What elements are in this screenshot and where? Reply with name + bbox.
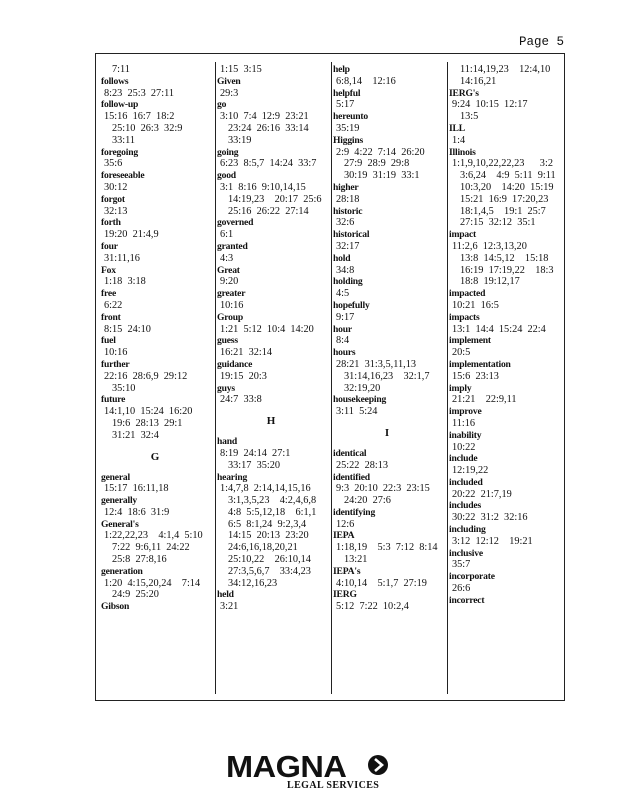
index-term: foregoing (101, 146, 138, 158)
page-line-references: 8:19 24:14 27:1 (220, 447, 291, 459)
page-line-references: 5:12 7:22 10:2,4 (336, 601, 409, 613)
page-line-references: 11:2,6 12:3,13,20 (452, 240, 527, 252)
page-line-references: 30:22 31:2 32:16 (452, 512, 528, 524)
page-line-references: 20:22 21:7,19 (452, 488, 512, 500)
index-term: hour (333, 323, 352, 335)
page-line-references: 16:21 32:14 (220, 347, 273, 359)
page-line-references: 14:15 20:13 23:20 (228, 530, 309, 542)
page-line-references: 27:3,5,6,7 33:4,23 (228, 565, 311, 577)
index-term: General's (101, 518, 139, 530)
index-term: impact (449, 229, 477, 241)
page-line-references: 1:4 (452, 134, 466, 146)
index-term: guidance (217, 358, 253, 370)
page-line-references: 4:3 (220, 252, 234, 264)
page-line-references: 25:10 26:3 32:9 (112, 122, 183, 134)
page-line-references: 1:4,7,8 2:14,14,15,16 (220, 483, 311, 495)
index-column-4 (449, 64, 557, 694)
page-line-references: 7:11 (112, 64, 130, 75)
index-term: hold (333, 252, 351, 264)
index-term: free (101, 288, 116, 300)
page-line-references: 34:8 (336, 264, 355, 276)
page-line-references: 34:12,16,23 (228, 577, 278, 589)
index-term: ILL (449, 122, 465, 134)
page-line-references: 6:22 (104, 299, 123, 311)
index-term: including (449, 524, 486, 536)
index-column-1 (101, 64, 209, 694)
index-term: Given (217, 75, 241, 87)
page-line-references: 11:16 (452, 417, 476, 429)
index-term: general (101, 471, 130, 483)
index-term: implement (449, 335, 491, 347)
index-term: Great (217, 264, 240, 276)
page-line-references: 14:1,10 15:24 16:20 (104, 406, 193, 418)
index-term: governed (217, 217, 254, 229)
page-line-references: 18:1,4,5 19:1 25:7 (460, 205, 546, 217)
page-line-references: 2:9 4:22 7:14 26:20 (336, 146, 425, 158)
index-term: historical (333, 229, 370, 241)
index-term: improve (449, 406, 482, 418)
index-term: included (449, 476, 483, 488)
page-line-references: 24:7 33:8 (220, 394, 262, 406)
page-line-references: 8:23 25:3 27:11 (104, 87, 174, 99)
page-line-references: 14:16,21 (460, 75, 497, 87)
page-line-references: 4:10,14 5:1,7 27:19 (336, 577, 427, 589)
page-line-references: 28:21 31:3,5,11,13 (336, 358, 416, 370)
index-term: identifying (333, 506, 376, 518)
index-term: impacts (449, 311, 480, 323)
page-line-references: 8:15 24:10 (104, 323, 151, 335)
page-line-references: 32:19,20 (344, 382, 381, 394)
page-line-references: 19:20 21:4,9 (104, 229, 159, 241)
index-column-3 (333, 64, 441, 694)
page-line-references: 1:18 3:18 (104, 276, 146, 288)
index-term: granted (217, 240, 248, 252)
page-number: Page 5 (519, 35, 565, 49)
page-line-references: 33:11 (112, 134, 136, 146)
page-line-references: 1:1,9,10,22,22,23 3:2 (452, 158, 553, 170)
page-line-references: 31:21 32:4 (112, 429, 159, 441)
page-line-references: 32:6 (336, 217, 355, 229)
page-line-references: 6:8,14 12:16 (336, 75, 396, 87)
index-term: incorrect (449, 594, 485, 606)
index-term: identified (333, 471, 370, 483)
page-line-references: 19:6 28:13 29:1 (112, 417, 183, 429)
index-column-2 (217, 64, 325, 694)
magna-logo (224, 749, 394, 791)
page-line-references: 9:24 10:15 12:17 (452, 99, 528, 111)
page-line-references: 3:10 7:4 12:9 23:21 (220, 111, 309, 123)
index-term: Gibson (101, 601, 130, 613)
index-term: fuel (101, 335, 116, 347)
column-divider (331, 62, 332, 694)
page-line-references: 1:18,19 5:3 7:12 8:14 (336, 542, 438, 554)
page-line-references: 3:11 5:24 (336, 406, 378, 418)
page-line-references: 15:16 16:7 18:2 (104, 111, 175, 123)
page-line-references: 32:17 (336, 240, 360, 252)
index-term: includes (449, 500, 481, 512)
page-line-references: 9:20 (220, 276, 239, 288)
page-line-references: 12:6 (336, 518, 355, 530)
page-line-references: 1:15 3:15 (220, 64, 262, 75)
index-term: foreseeable (101, 170, 145, 182)
index-term: follows (101, 75, 129, 87)
page-line-references: 10:16 (104, 347, 128, 359)
page-line-references: 11:14,19,23 12:4,10 (460, 64, 551, 75)
section-letter: H (266, 415, 276, 428)
column-divider (447, 62, 448, 694)
index-term: higher (333, 181, 359, 193)
page-line-references: 29:3 (220, 87, 239, 99)
index-term: good (217, 170, 236, 182)
column-divider (215, 62, 216, 694)
page-line-references: 35:7 (452, 559, 471, 571)
page-line-references: 13:21 (344, 554, 368, 566)
page-line-references: 6:1 (220, 229, 234, 241)
index-term: hopefully (333, 299, 370, 311)
index-term: held (217, 589, 234, 601)
index-term: holding (333, 276, 363, 288)
page-line-references: 15:21 16:9 17:20,23 (460, 193, 549, 205)
index-term: implementation (449, 358, 511, 370)
page-line-references: 35:19 (336, 122, 360, 134)
page-line-references: 25:16 26:22 27:14 (228, 205, 309, 217)
index-term: housekeeping (333, 394, 387, 406)
page-line-references: 9:3 20:10 22:3 23:15 (336, 483, 430, 495)
page-line-references: 1:21 5:12 10:4 14:20 (220, 323, 314, 335)
index-term: forth (101, 217, 121, 229)
page-line-references: 31:14,16,23 32:1,7 (344, 370, 430, 382)
page-line-references: 12:4 18:6 31:9 (104, 506, 170, 518)
index-term: impacted (449, 288, 486, 300)
index-page-frame (95, 53, 565, 701)
page-line-references: 10:16 (220, 299, 244, 311)
page-line-references: 25:10,22 26:10,14 (228, 554, 311, 566)
page-line-references: 32:13 (104, 205, 128, 217)
index-term: forgot (101, 193, 125, 205)
page-line-references: 18:8 19:12,17 (460, 276, 520, 288)
logo-wordmark: MAGNA (226, 749, 347, 784)
index-term: IEPA's (333, 565, 361, 577)
page-line-references: 1:22,22,23 4:1,4 5:10 (104, 530, 203, 542)
section-letter: I (384, 426, 390, 439)
index-term: hearing (217, 471, 248, 483)
index-term: IERG (333, 589, 357, 601)
page-line-references: 33:17 35:20 (228, 459, 281, 471)
page-line-references: 30:19 31:19 33:1 (344, 170, 420, 182)
page-line-references: 4:5 (336, 288, 350, 300)
index-term: IEPA (333, 530, 355, 542)
page-line-references: 16:19 17:19,22 18:3 (460, 264, 554, 276)
arrow-circle-icon (367, 754, 389, 776)
index-term: greater (217, 288, 246, 300)
page-line-references: 12:19,22 (452, 465, 489, 477)
section-letter: G (150, 450, 160, 463)
page-line-references: 10:22 (452, 441, 476, 453)
index-term: follow-up (101, 99, 139, 111)
page-line-references: 28:18 (336, 193, 360, 205)
page-line-references: 6:23 8:5,7 14:24 33:7 (220, 158, 317, 170)
page-line-references: 3:21 (220, 601, 239, 613)
page-line-references: 33:19 (228, 134, 252, 146)
logo-subtitle: LEGAL SERVICES (287, 780, 380, 791)
page-line-references: 3:12 12:12 19:21 (452, 535, 533, 547)
page-line-references: 35:10 (112, 382, 136, 394)
index-term: helpful (333, 87, 361, 99)
page-line-references: 3:1 8:16 9:10,14,15 (220, 181, 306, 193)
index-term: guys (217, 382, 235, 394)
index-term: inclusive (449, 547, 483, 559)
page-line-references: 10:21 16:5 (452, 299, 499, 311)
page-line-references: 15:17 16:11,18 (104, 483, 169, 495)
page-line-references: 6:5 8:1,24 9:2,3,4 (228, 518, 307, 530)
page-line-references: 31:11,16 (104, 252, 140, 264)
page-line-references: 27:9 28:9 29:8 (344, 158, 410, 170)
page-line-references: 7:22 9:6,11 24:22 (112, 542, 190, 554)
index-term: front (101, 311, 121, 323)
index-term: imply (449, 382, 472, 394)
index-term: future (101, 394, 126, 406)
page-line-references: 26:6 (452, 583, 471, 595)
index-term: Fox (101, 264, 116, 276)
index-term: further (101, 358, 130, 370)
index-term: incorporate (449, 571, 495, 583)
page-line-references: 13:1 14:4 15:24 22:4 (452, 323, 546, 335)
page-line-references: 27:15 32:12 35:1 (460, 217, 536, 229)
page-line-references: 24:9 25:20 (112, 589, 159, 601)
page-line-references: 10:3,20 14:20 15:19 (460, 181, 554, 193)
page-line-references: 15:6 23:13 (452, 370, 499, 382)
index-term: go (217, 99, 227, 111)
index-term: Group (217, 311, 244, 323)
index-term: hand (217, 436, 238, 448)
page-line-references: 35:6 (104, 158, 123, 170)
page-line-references: 13:5 (460, 111, 479, 123)
page-line-references: 9:17 (336, 311, 355, 323)
index-term: generally (101, 495, 138, 507)
index-term: identical (333, 447, 367, 459)
page-line-references: 20:5 (452, 347, 471, 359)
page-line-references: 13:8 14:5,12 15:18 (460, 252, 549, 264)
page-line-references: 23:24 26:16 33:14 (228, 122, 309, 134)
page-line-references: 24:20 27:6 (344, 495, 391, 507)
index-term: going (217, 146, 239, 158)
index-term: Illinois (449, 146, 476, 158)
index-term: include (449, 453, 478, 465)
page-line-references: 4:8 5:5,12,18 6:1,1 (228, 506, 317, 518)
page-line-references: 1:20 4:15,20,24 7:14 (104, 577, 201, 589)
index-term: historic (333, 205, 363, 217)
index-term: guess (217, 335, 238, 347)
index-term: four (101, 240, 118, 252)
page-line-references: 19:15 20:3 (220, 370, 267, 382)
index-term: generation (101, 565, 143, 577)
page-line-references: 3:6,24 4:9 5:11 9:11 (460, 170, 556, 182)
page-line-references: 30:12 (104, 181, 128, 193)
page-line-references: 25:8 27:8,16 (112, 554, 167, 566)
page-line-references: 25:22 28:13 (336, 459, 389, 471)
page-line-references: 22:16 28:6,9 29:12 (104, 370, 188, 382)
page-line-references: 8:4 (336, 335, 350, 347)
page-line-references: 3:1,3,5,23 4:2,4,6,8 (228, 495, 317, 507)
index-term: IERG's (449, 87, 479, 99)
index-term: Higgins (333, 134, 364, 146)
page-line-references: 14:19,23 20:17 25:6 (228, 193, 322, 205)
index-term: help (333, 64, 350, 75)
index-term: hours (333, 347, 356, 359)
index-term: inability (449, 429, 482, 441)
page-line-references: 24:6,16,18,20,21 (228, 542, 298, 554)
page-line-references: 21:21 22:9,11 (452, 394, 517, 406)
index-term: hereunto (333, 111, 368, 123)
page-line-references: 5:17 (336, 99, 355, 111)
